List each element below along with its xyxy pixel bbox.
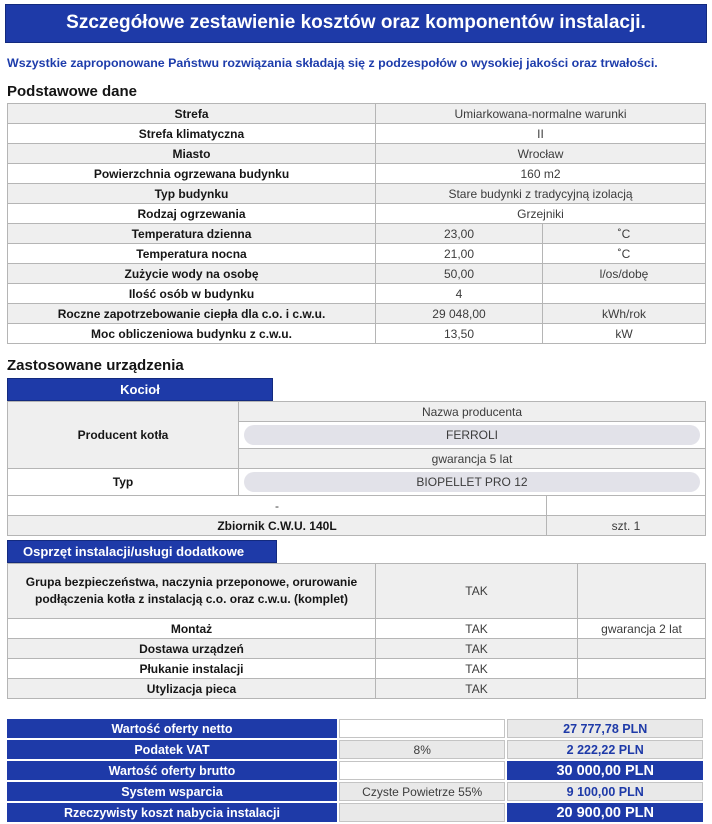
table-row (8, 284, 706, 304)
price-value: 9 100,00 PLN (507, 782, 703, 801)
row-value: Wrocław (376, 144, 706, 164)
row-unit: kW (543, 324, 706, 344)
accessories-table (7, 563, 706, 699)
boiler-section-header: Kocioł (7, 378, 273, 401)
row-value: 21,00 (376, 244, 543, 264)
basic-data-table (7, 103, 706, 344)
offer-document (0, 4, 712, 824)
row-label: Temperatura dzienna (8, 224, 376, 244)
row-note (578, 679, 706, 699)
row-label: Temperatura nocna (8, 244, 376, 264)
tank-qty: szt. 1 (547, 516, 706, 536)
price-middle (339, 803, 505, 822)
row-label: Powierzchnia ogrzewana budynku (8, 164, 376, 184)
row-label: Grupa bezpieczeństwa, naczynia przeponowe, orurowanie podłączenia kotła z instalacją c.o. oraz c.w.u. (komplet) (8, 564, 376, 619)
row-value: 160 m2 (376, 164, 706, 184)
row-value: TAK (376, 639, 578, 659)
table-row (8, 324, 706, 344)
price-value: 20 900,00 PLN (507, 803, 703, 822)
table-row (8, 659, 706, 679)
tank-label: Zbiornik C.W.U. 140L (8, 516, 547, 536)
price-middle (339, 719, 505, 738)
row-value: 13,50 (376, 324, 543, 344)
price-value: 30 000,00 PLN (507, 761, 703, 780)
table-row (8, 144, 706, 164)
table-row (8, 496, 706, 516)
table-row (8, 679, 706, 699)
row-unit: ˚C (543, 224, 706, 244)
table-row (8, 244, 706, 264)
table-row (8, 204, 706, 224)
price-label: System wsparcia (7, 782, 337, 801)
table-row (8, 184, 706, 204)
row-label: Zużycie wody na osobę (8, 264, 376, 284)
row-label: Strefa (8, 104, 376, 124)
row-note (578, 564, 706, 619)
price-label: Wartość oferty brutto (7, 761, 337, 780)
tank-row (8, 516, 706, 536)
row-label: Dostawa urządzeń (8, 639, 376, 659)
row-value: TAK (376, 679, 578, 699)
pricing-row (7, 740, 703, 759)
row-unit: kWh/rok (543, 304, 706, 324)
row-label: Płukanie instalacji (8, 659, 376, 679)
pricing-row (7, 782, 703, 801)
type-label: Typ (8, 469, 239, 496)
pricing-row (7, 803, 703, 822)
price-value: 27 777,78 PLN (507, 719, 703, 738)
pricing-row (7, 719, 703, 738)
row-unit (543, 284, 706, 304)
pricing-table (5, 717, 705, 824)
row-label: Roczne zapotrzebowanie ciepła dla c.o. i c.w.u. (8, 304, 376, 324)
table-row (8, 104, 706, 124)
row-value: 50,00 (376, 264, 543, 284)
row-note (578, 659, 706, 679)
row-unit: ˚C (543, 244, 706, 264)
producer-label: Producent kotła (8, 402, 239, 469)
price-label: Wartość oferty netto (7, 719, 337, 738)
empty-cell (547, 496, 706, 516)
row-note: gwarancja 2 lat (578, 619, 706, 639)
table-row (8, 224, 706, 244)
row-label: Montaż (8, 619, 376, 639)
pricing-row (7, 761, 703, 780)
table-row (8, 402, 706, 422)
row-unit: l/os/dobę (543, 264, 706, 284)
price-middle (339, 761, 505, 780)
row-label: Moc obliczeniowa budynku z c.w.u. (8, 324, 376, 344)
row-value: TAK (376, 659, 578, 679)
table-row (8, 264, 706, 284)
row-value: TAK (376, 619, 578, 639)
row-label: Ilość osób w budynku (8, 284, 376, 304)
table-row (8, 619, 706, 639)
producer-name-pill: FERROLI (244, 425, 700, 445)
table-row (8, 124, 706, 144)
row-label: Strefa klimatyczna (8, 124, 376, 144)
row-value: Stare budynki z tradycyjną izolacją (376, 184, 706, 204)
row-value: 23,00 (376, 224, 543, 244)
producer-warranty: gwarancja 5 lat (239, 449, 706, 469)
producer-name-caption: Nazwa producenta (239, 402, 706, 422)
price-middle: 8% (339, 740, 505, 759)
price-label: Rzeczywisty koszt nabycia instalacji (7, 803, 337, 822)
row-note (578, 639, 706, 659)
row-label: Typ budynku (8, 184, 376, 204)
table-row (8, 469, 706, 496)
type-pill: BIOPELLET PRO 12 (244, 472, 700, 492)
price-middle: Czyste Powietrze 55% (339, 782, 505, 801)
price-value: 2 222,22 PLN (507, 740, 703, 759)
row-label: Miasto (8, 144, 376, 164)
dash-cell: - (8, 496, 547, 516)
row-value: Umiarkowana-normalne warunki (376, 104, 706, 124)
basic-data-heading: Podstawowe dane (7, 83, 138, 100)
document-title: Szczegółowe zestawienie kosztów oraz komponentów instalacji. (5, 4, 707, 43)
table-row (8, 164, 706, 184)
row-label: Rodzaj ogrzewania (8, 204, 376, 224)
table-row (8, 639, 706, 659)
intro-note: Wszystkie zaproponowane Państwu rozwiązania składają się z podzespołów o wysokiej jakości oraz trwałości. (7, 56, 658, 70)
row-value: TAK (376, 564, 578, 619)
table-row (8, 564, 706, 619)
devices-heading: Zastosowane urządzenia (7, 357, 184, 374)
row-value: II (376, 124, 706, 144)
price-label: Podatek VAT (7, 740, 337, 759)
row-value: Grzejniki (376, 204, 706, 224)
table-row (8, 304, 706, 324)
row-value: 4 (376, 284, 543, 304)
row-value: 29 048,00 (376, 304, 543, 324)
boiler-table (7, 401, 706, 536)
accessories-section-header: Osprzęt instalacji/usługi dodatkowe (7, 540, 277, 563)
row-label: Utylizacja pieca (8, 679, 376, 699)
